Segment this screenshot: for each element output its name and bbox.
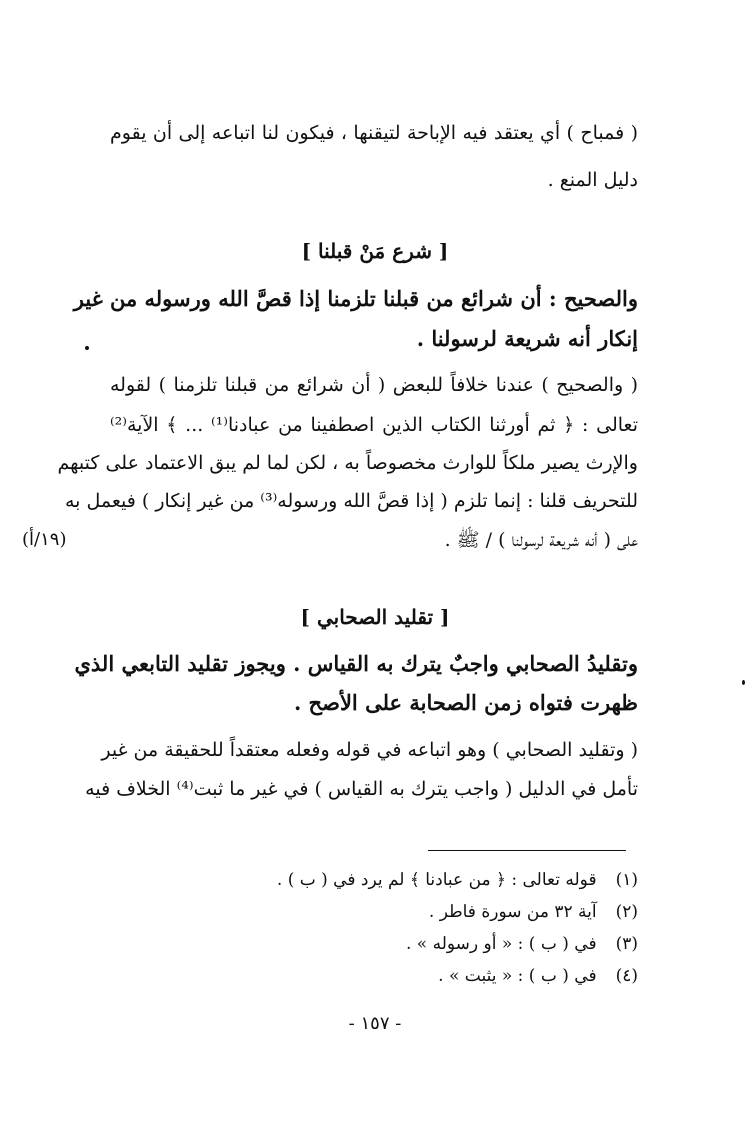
commentary-line: للتحريف قلنا : إنما تلزم ( إذا قصَّ الله ورسوله⁽³⁾ من غير إنكار ) فيعمل به — [65, 490, 638, 512]
commentary-line: على ( أنه شريعة لرسولنا ) / ﷺ . — [444, 529, 638, 551]
footnote-number: (١) — [615, 870, 638, 890]
commentary-line: ( وتقليد الصحابي ) وهو اتباعه في قوله وفعله معتقداً للحقيقة من غير — [101, 739, 638, 761]
footnote-number: (٢) — [615, 902, 638, 922]
footnote-text: في ( ب ) : « يثبت » . — [438, 966, 597, 986]
scan-speck — [742, 680, 745, 685]
footnote — [110, 962, 638, 990]
matn-line: والصحيح : أن شرائع من قبلنا تلزمنا إذا قصَّ الله ورسوله من غير — [73, 286, 638, 311]
commentary-line: والإرث يصير ملكاً للوارث مخصوصاً به ، لكن لما لم يبق الاعتماد على كتبهم — [57, 452, 638, 474]
footnote-number: (٤) — [615, 966, 638, 986]
page-number: - ١٥٧ - — [348, 1013, 402, 1034]
manuscript-folio-marker: (١٩/أ) — [22, 529, 67, 550]
footnote-text: آية ٣٢ من سورة فاطر . — [428, 902, 597, 922]
commentary-line: تأمل في الدليل ( واجب يترك به القياس ) في غير ما ثبت⁽⁴⁾ الخلاف فيه — [85, 778, 638, 800]
section-heading: [ شرع مَنْ قبلنا ] — [301, 239, 449, 263]
matn-line: وتقليدُ الصحابي واجبٌ يترك به القياس . ويجوز تقليد التابعي الذي — [74, 651, 638, 676]
scan-speck — [85, 346, 89, 350]
section-heading: [ تقليد الصحابي ] — [300, 605, 450, 629]
matn-line: إنكار أنه شريعة لرسولنا . — [416, 326, 638, 351]
matn-line: ظهرت فتواه زمن الصحابة على الأصح . — [293, 690, 638, 715]
footnote-text: في ( ب ) : « أو رسوله » . — [405, 934, 597, 954]
intro-line: دليل المنع . — [547, 169, 638, 191]
footnote-text: قوله تعالى : ﴿ من عبادنا ﴾ لم يرد في ( ب ) . — [276, 870, 597, 890]
footnote — [110, 898, 638, 926]
commentary-line: تعالى : ﴿ ثم أورثنا الكتاب الذين اصطفينا من عبادنا⁽¹⁾ ... ﴾ الآية⁽²⁾ — [110, 414, 638, 436]
footnote — [110, 930, 638, 958]
footnote-divider — [428, 850, 626, 851]
commentary-line: ( والصحيح ) عندنا خلافاً للبعض ( أن شرائع من قبلنا تلزمنا ) لقوله — [110, 374, 638, 396]
intro-line: ( فمباح ) أي يعتقد فيه الإباحة لتيقنها ، فيكون لنا اتباعه إلى أن يقوم — [110, 122, 638, 144]
footnote-number: (٣) — [615, 934, 638, 954]
footnote — [110, 866, 638, 894]
